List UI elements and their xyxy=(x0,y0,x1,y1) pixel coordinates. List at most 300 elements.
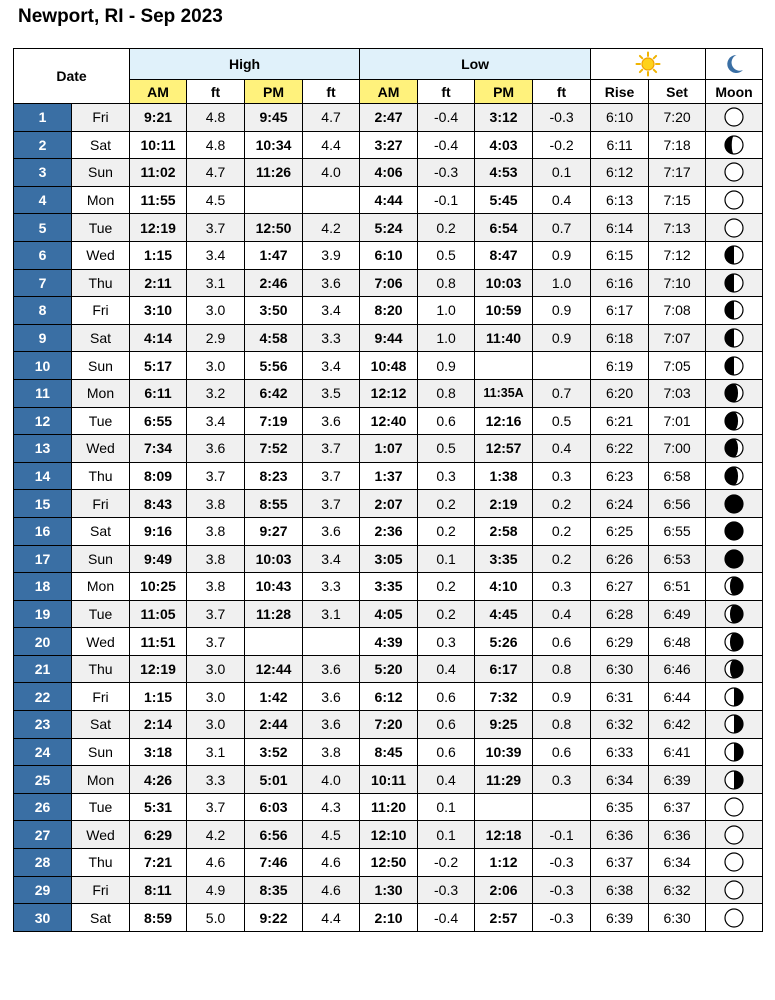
day-number: 7 xyxy=(14,269,72,297)
sun-header xyxy=(591,49,706,80)
low-pm-time: 2:57 xyxy=(475,904,533,932)
table-row xyxy=(14,711,763,739)
low-am-height: 0.4 xyxy=(418,766,475,794)
low-am-time: 8:45 xyxy=(360,738,418,766)
high-pm-time: 12:50 xyxy=(245,214,303,242)
high-pm-time: 8:23 xyxy=(245,462,303,490)
high-pm-height: 3.9 xyxy=(303,241,360,269)
low-am-height: 0.5 xyxy=(418,435,475,463)
low-am-time: 2:47 xyxy=(360,104,418,132)
moon-waning-crescent-icon xyxy=(723,410,745,432)
day-number: 4 xyxy=(14,186,72,214)
high-am-height: 4.7 xyxy=(187,159,245,187)
high-pm-height: 3.3 xyxy=(303,573,360,601)
table-row xyxy=(14,214,763,242)
low-am-height: 0.8 xyxy=(418,269,475,297)
table-row xyxy=(14,683,763,711)
sunset-time: 7:10 xyxy=(649,269,706,297)
high-am-time: 8:59 xyxy=(130,904,187,932)
moon-phase-cell xyxy=(706,159,763,187)
low-pm-height: -0.3 xyxy=(533,876,591,904)
high-pm-time xyxy=(245,628,303,656)
high-am-height: 3.8 xyxy=(187,490,245,518)
sunrise-time: 6:26 xyxy=(591,545,649,573)
low-pm-time: 10:59 xyxy=(475,297,533,325)
high-am-time: 1:15 xyxy=(130,683,187,711)
high-am-height: 3.6 xyxy=(187,435,245,463)
low-pm-time xyxy=(475,793,533,821)
high-pm-height: 3.4 xyxy=(303,352,360,380)
low-pm-time: 4:45 xyxy=(475,600,533,628)
moon-waxing-crescent-icon xyxy=(723,575,745,597)
low-am-time: 7:06 xyxy=(360,269,418,297)
high-am-height: 3.7 xyxy=(187,793,245,821)
low-pm-height: 0.9 xyxy=(533,683,591,711)
low-am-height: 0.1 xyxy=(418,821,475,849)
high-am-time: 11:55 xyxy=(130,186,187,214)
moon-phase-cell xyxy=(706,600,763,628)
moon-new-icon xyxy=(723,493,745,515)
high-pm-height: 4.4 xyxy=(303,131,360,159)
low-pm-time: 1:38 xyxy=(475,462,533,490)
sunrise-time: 6:12 xyxy=(591,159,649,187)
moon-new-icon xyxy=(723,520,745,542)
day-number: 21 xyxy=(14,655,72,683)
day-number: 24 xyxy=(14,738,72,766)
high-pm-time: 7:46 xyxy=(245,849,303,877)
table-row xyxy=(14,766,763,794)
day-number: 2 xyxy=(14,131,72,159)
day-of-week: Sun xyxy=(72,159,130,187)
moon-full-icon xyxy=(723,106,745,128)
moon-first-quarter-icon xyxy=(723,769,745,791)
moon-phase-cell xyxy=(706,490,763,518)
high-pm-height: 4.5 xyxy=(303,821,360,849)
day-of-week: Mon xyxy=(72,573,130,601)
table-row xyxy=(14,904,763,932)
low-pm-time: 11:40 xyxy=(475,324,533,352)
low-pm-time: 2:19 xyxy=(475,490,533,518)
high-am-time: 2:11 xyxy=(130,269,187,297)
low-pm-height: 0.3 xyxy=(533,573,591,601)
day-number: 19 xyxy=(14,600,72,628)
low-am-height: -0.3 xyxy=(418,159,475,187)
low-am-height: 0.6 xyxy=(418,738,475,766)
high-pm-height: 4.0 xyxy=(303,159,360,187)
page-title: Newport, RI - Sep 2023 xyxy=(18,6,223,27)
high-pm-height: 3.4 xyxy=(303,545,360,573)
high-pm-height: 4.7 xyxy=(303,104,360,132)
high-pm-time: 2:46 xyxy=(245,269,303,297)
high-am-time: 9:49 xyxy=(130,545,187,573)
low-pm-height: 0.5 xyxy=(533,407,591,435)
high-am-height: 3.8 xyxy=(187,517,245,545)
moon-header: Moon xyxy=(706,80,763,104)
sunset-time: 7:00 xyxy=(649,435,706,463)
low-pm-height: -0.1 xyxy=(533,821,591,849)
high-am-time: 4:26 xyxy=(130,766,187,794)
day-of-week: Thu xyxy=(72,849,130,877)
moon-waning-gibbous-2-icon xyxy=(723,189,745,211)
moon-phase-cell xyxy=(706,793,763,821)
low-am-height: 0.6 xyxy=(418,711,475,739)
low-pm-height: 0.2 xyxy=(533,545,591,573)
day-number: 17 xyxy=(14,545,72,573)
date-header: Date xyxy=(14,49,130,104)
high-pm-time: 12:44 xyxy=(245,655,303,683)
sunrise-header: Rise xyxy=(591,80,649,104)
high-am-height: 3.0 xyxy=(187,683,245,711)
day-number: 22 xyxy=(14,683,72,711)
day-number: 16 xyxy=(14,517,72,545)
day-of-week: Sat xyxy=(72,517,130,545)
high-am-height: 3.1 xyxy=(187,269,245,297)
low-pm-height: 0.4 xyxy=(533,600,591,628)
table-row xyxy=(14,738,763,766)
moon-phase-cell xyxy=(706,379,763,407)
day-of-week: Fri xyxy=(72,297,130,325)
high-pm-time: 3:52 xyxy=(245,738,303,766)
low-pm-time: 11:35A xyxy=(475,379,533,407)
moon-phase-cell xyxy=(706,711,763,739)
low-am-time: 3:05 xyxy=(360,545,418,573)
sunset-time: 7:15 xyxy=(649,186,706,214)
moon-waning-crescent-icon xyxy=(723,437,745,459)
moon-phase-cell xyxy=(706,545,763,573)
high-am-height: 3.0 xyxy=(187,352,245,380)
low-am-time: 2:07 xyxy=(360,490,418,518)
high-pm-ft-header: ft xyxy=(303,80,360,104)
sunrise-time: 6:15 xyxy=(591,241,649,269)
low-am-time: 6:10 xyxy=(360,241,418,269)
day-number: 25 xyxy=(14,766,72,794)
day-of-week: Fri xyxy=(72,683,130,711)
moon-waning-crescent-icon xyxy=(723,382,745,404)
sunrise-time: 6:39 xyxy=(591,904,649,932)
high-am-height: 3.0 xyxy=(187,297,245,325)
high-pm-time: 6:42 xyxy=(245,379,303,407)
high-pm-time xyxy=(245,186,303,214)
day-of-week: Wed xyxy=(72,628,130,656)
day-of-week: Sun xyxy=(72,738,130,766)
table-row xyxy=(14,793,763,821)
day-number: 15 xyxy=(14,490,72,518)
day-of-week: Sun xyxy=(72,352,130,380)
low-am-height: -0.4 xyxy=(418,904,475,932)
moon-phase-cell xyxy=(706,214,763,242)
low-am-time: 5:24 xyxy=(360,214,418,242)
low-am-time: 8:20 xyxy=(360,297,418,325)
high-am-height: 3.0 xyxy=(187,711,245,739)
table-row xyxy=(14,159,763,187)
sunset-time: 6:55 xyxy=(649,517,706,545)
low-pm-height: -0.3 xyxy=(533,904,591,932)
low-am-height: 0.8 xyxy=(418,379,475,407)
moon-last-quarter-icon xyxy=(723,299,745,321)
moon-header-icon-cell xyxy=(706,49,763,80)
low-am-time: 3:27 xyxy=(360,131,418,159)
sunrise-time: 6:30 xyxy=(591,655,649,683)
sunset-header: Set xyxy=(649,80,706,104)
sunrise-time: 6:29 xyxy=(591,628,649,656)
low-am-time: 2:10 xyxy=(360,904,418,932)
low-pm-height: 0.4 xyxy=(533,435,591,463)
high-am-time: 8:11 xyxy=(130,876,187,904)
low-am-time: 9:44 xyxy=(360,324,418,352)
high-pm-height: 4.0 xyxy=(303,766,360,794)
high-am-time: 10:25 xyxy=(130,573,187,601)
high-am-time: 3:18 xyxy=(130,738,187,766)
sunrise-time: 6:23 xyxy=(591,462,649,490)
sunrise-time: 6:38 xyxy=(591,876,649,904)
low-pm-height: 0.9 xyxy=(533,241,591,269)
table-row xyxy=(14,545,763,573)
low-am-height: 0.1 xyxy=(418,545,475,573)
sunrise-time: 6:20 xyxy=(591,379,649,407)
day-of-week: Tue xyxy=(72,407,130,435)
high-pm-height: 4.2 xyxy=(303,214,360,242)
moon-last-quarter-icon xyxy=(723,355,745,377)
moon-phase-cell xyxy=(706,517,763,545)
low-am-time: 12:50 xyxy=(360,849,418,877)
high-am-time: 3:10 xyxy=(130,297,187,325)
high-pm-height: 3.1 xyxy=(303,600,360,628)
high-am-time: 9:16 xyxy=(130,517,187,545)
sunset-time: 7:20 xyxy=(649,104,706,132)
low-pm-time: 10:03 xyxy=(475,269,533,297)
low-pm-time: 3:35 xyxy=(475,545,533,573)
low-am-time: 10:11 xyxy=(360,766,418,794)
high-am-time: 4:14 xyxy=(130,324,187,352)
high-am-ft-header: ft xyxy=(187,80,245,104)
day-of-week: Wed xyxy=(72,821,130,849)
low-am-height: 0.3 xyxy=(418,628,475,656)
sunrise-time: 6:19 xyxy=(591,352,649,380)
high-am-time: 11:05 xyxy=(130,600,187,628)
low-pm-time: 10:39 xyxy=(475,738,533,766)
sunset-time: 6:34 xyxy=(649,849,706,877)
high-am-time: 11:02 xyxy=(130,159,187,187)
high-am-time: 6:29 xyxy=(130,821,187,849)
high-am-time: 6:55 xyxy=(130,407,187,435)
table-row xyxy=(14,297,763,325)
low-am-time: 4:06 xyxy=(360,159,418,187)
low-am-height: 0.4 xyxy=(418,655,475,683)
day-number: 12 xyxy=(14,407,72,435)
sunrise-time: 6:27 xyxy=(591,573,649,601)
sunrise-time: 6:18 xyxy=(591,324,649,352)
high-am-time: 12:19 xyxy=(130,655,187,683)
low-am-height: -0.3 xyxy=(418,876,475,904)
high-pm-time: 7:19 xyxy=(245,407,303,435)
high-pm-time: 6:03 xyxy=(245,793,303,821)
sunrise-time: 6:17 xyxy=(591,297,649,325)
low-pm-height: -0.3 xyxy=(533,104,591,132)
low-pm-header: PM xyxy=(475,80,533,104)
moon-phase-cell xyxy=(706,104,763,132)
low-am-time: 10:48 xyxy=(360,352,418,380)
low-pm-height xyxy=(533,352,591,380)
low-pm-height: 0.3 xyxy=(533,462,591,490)
sunset-time: 6:56 xyxy=(649,490,706,518)
low-pm-time xyxy=(475,352,533,380)
low-pm-height: -0.3 xyxy=(533,849,591,877)
high-pm-time: 11:28 xyxy=(245,600,303,628)
sunrise-time: 6:32 xyxy=(591,711,649,739)
low-am-time: 12:10 xyxy=(360,821,418,849)
day-number: 29 xyxy=(14,876,72,904)
low-pm-height: 0.2 xyxy=(533,517,591,545)
sunset-time: 6:37 xyxy=(649,793,706,821)
high-pm-time: 10:43 xyxy=(245,573,303,601)
moon-phase-cell xyxy=(706,269,763,297)
high-pm-time: 4:58 xyxy=(245,324,303,352)
moon-waxing-crescent-icon xyxy=(723,603,745,625)
low-pm-time: 1:12 xyxy=(475,849,533,877)
moon-phase-cell xyxy=(706,628,763,656)
sunrise-time: 6:14 xyxy=(591,214,649,242)
moon-phase-cell xyxy=(706,131,763,159)
low-pm-time: 12:18 xyxy=(475,821,533,849)
low-am-time: 4:05 xyxy=(360,600,418,628)
high-pm-height: 4.6 xyxy=(303,876,360,904)
moon-phase-cell xyxy=(706,241,763,269)
low-pm-time: 9:25 xyxy=(475,711,533,739)
low-pm-time: 7:32 xyxy=(475,683,533,711)
high-am-height: 4.2 xyxy=(187,821,245,849)
low-pm-height: 0.9 xyxy=(533,324,591,352)
day-of-week: Wed xyxy=(72,241,130,269)
high-am-time: 5:31 xyxy=(130,793,187,821)
high-pm-time: 10:34 xyxy=(245,131,303,159)
low-pm-height: 0.3 xyxy=(533,766,591,794)
low-am-height: -0.4 xyxy=(418,131,475,159)
sunset-time: 6:44 xyxy=(649,683,706,711)
high-am-height: 4.5 xyxy=(187,186,245,214)
low-am-height: 0.1 xyxy=(418,793,475,821)
day-number: 13 xyxy=(14,435,72,463)
low-pm-height: 0.8 xyxy=(533,711,591,739)
high-pm-height xyxy=(303,186,360,214)
high-am-height: 2.9 xyxy=(187,324,245,352)
day-of-week: Sun xyxy=(72,545,130,573)
high-pm-height: 3.4 xyxy=(303,297,360,325)
high-pm-height: 3.6 xyxy=(303,711,360,739)
day-of-week: Sat xyxy=(72,324,130,352)
low-pm-height: 0.6 xyxy=(533,738,591,766)
high-am-time: 8:09 xyxy=(130,462,187,490)
high-pm-header: PM xyxy=(245,80,303,104)
high-am-height: 4.9 xyxy=(187,876,245,904)
high-pm-height xyxy=(303,628,360,656)
day-of-week: Mon xyxy=(72,766,130,794)
low-pm-height: 0.1 xyxy=(533,159,591,187)
table-row xyxy=(14,269,763,297)
moon-phase-cell xyxy=(706,904,763,932)
moon-phase-cell xyxy=(706,435,763,463)
low-pm-time: 4:53 xyxy=(475,159,533,187)
moon-phase-cell xyxy=(706,407,763,435)
table-row xyxy=(14,435,763,463)
high-pm-height: 3.7 xyxy=(303,435,360,463)
sunset-time: 6:53 xyxy=(649,545,706,573)
low-pm-height: 0.7 xyxy=(533,379,591,407)
low-pm-time: 12:16 xyxy=(475,407,533,435)
sunset-time: 7:12 xyxy=(649,241,706,269)
low-am-height: -0.1 xyxy=(418,186,475,214)
low-am-time: 3:35 xyxy=(360,573,418,601)
moon-phase-cell xyxy=(706,766,763,794)
moon-phase-cell xyxy=(706,876,763,904)
crescent-moon-icon xyxy=(722,52,746,76)
day-of-week: Tue xyxy=(72,214,130,242)
high-am-time: 8:43 xyxy=(130,490,187,518)
moon-phase-cell xyxy=(706,821,763,849)
table-row xyxy=(14,517,763,545)
low-am-time: 7:20 xyxy=(360,711,418,739)
table-row xyxy=(14,131,763,159)
low-pm-height: 0.4 xyxy=(533,186,591,214)
high-am-height: 3.3 xyxy=(187,766,245,794)
table-row xyxy=(14,379,763,407)
sunset-time: 6:48 xyxy=(649,628,706,656)
day-of-week: Sat xyxy=(72,904,130,932)
low-am-ft-header: ft xyxy=(418,80,475,104)
high-pm-height: 3.6 xyxy=(303,269,360,297)
sunrise-time: 6:13 xyxy=(591,186,649,214)
low-am-height: 0.2 xyxy=(418,573,475,601)
day-number: 6 xyxy=(14,241,72,269)
sunrise-time: 6:22 xyxy=(591,435,649,463)
moon-phase-cell xyxy=(706,849,763,877)
high-pm-time: 1:47 xyxy=(245,241,303,269)
sunrise-time: 6:21 xyxy=(591,407,649,435)
day-of-week: Tue xyxy=(72,600,130,628)
day-of-week: Fri xyxy=(72,876,130,904)
table-row xyxy=(14,352,763,380)
day-of-week: Mon xyxy=(72,379,130,407)
sunset-time: 6:41 xyxy=(649,738,706,766)
moon-last-quarter-icon xyxy=(723,272,745,294)
sunrise-time: 6:25 xyxy=(591,517,649,545)
low-pm-time: 4:10 xyxy=(475,573,533,601)
sun-icon xyxy=(635,51,661,77)
low-am-time: 1:07 xyxy=(360,435,418,463)
day-number: 1 xyxy=(14,104,72,132)
low-am-time: 1:37 xyxy=(360,462,418,490)
table-row xyxy=(14,600,763,628)
low-am-header: AM xyxy=(360,80,418,104)
high-am-height: 3.4 xyxy=(187,407,245,435)
sunset-time: 6:51 xyxy=(649,573,706,601)
low-am-time: 11:20 xyxy=(360,793,418,821)
high-am-height: 4.8 xyxy=(187,131,245,159)
table-row xyxy=(14,186,763,214)
sunset-time: 6:49 xyxy=(649,600,706,628)
moon-waxing-gibbous-3-icon xyxy=(723,796,745,818)
moon-phase-cell xyxy=(706,655,763,683)
day-number: 18 xyxy=(14,573,72,601)
sunrise-time: 6:16 xyxy=(591,269,649,297)
moon-waxing-gibbous-2-icon xyxy=(723,824,745,846)
table-row xyxy=(14,849,763,877)
high-pm-time: 8:35 xyxy=(245,876,303,904)
low-pm-time: 6:17 xyxy=(475,655,533,683)
sunset-time: 6:30 xyxy=(649,904,706,932)
low-pm-time: 5:26 xyxy=(475,628,533,656)
moon-phase-cell xyxy=(706,324,763,352)
high-am-height: 5.0 xyxy=(187,904,245,932)
